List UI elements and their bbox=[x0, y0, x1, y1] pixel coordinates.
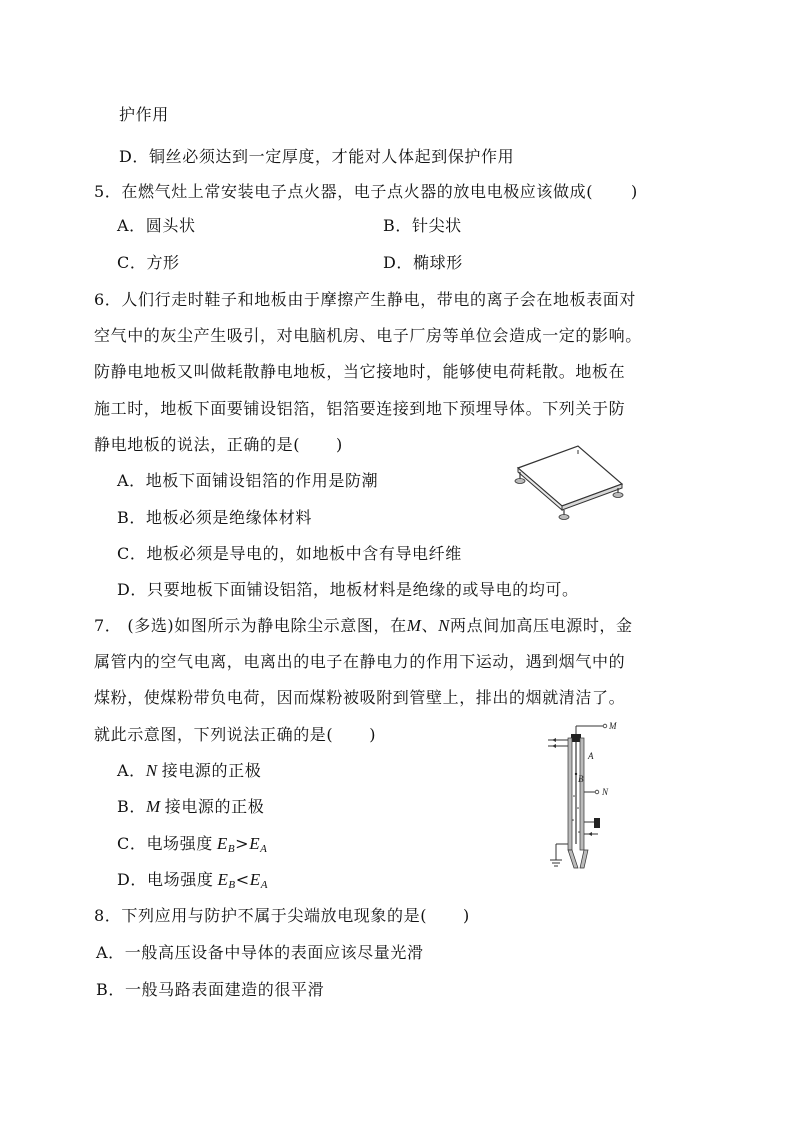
greater-than: > bbox=[235, 834, 250, 853]
option-label: A． bbox=[117, 216, 146, 235]
q6-stem-line2: 空气中的灰尘产生吸引，对电脑机房、电子厂房等单位会造成一定的影响。 bbox=[94, 326, 642, 345]
option-label: C． bbox=[117, 544, 147, 563]
q8-option-b bbox=[96, 979, 324, 1001]
electrostatic-precipitator-figure bbox=[538, 716, 628, 878]
q6-option-c bbox=[117, 543, 462, 565]
subscript-b: B bbox=[227, 843, 236, 855]
q7-option-b bbox=[117, 796, 264, 818]
option-text: 铜丝必须达到一定厚度，才能对人体起到保护作用 bbox=[149, 147, 515, 166]
point-m: M bbox=[145, 797, 161, 816]
option-text: 地板必须是绝缘体材料 bbox=[145, 508, 312, 527]
question-text: 在燃气灶上常安装电子点火器，电子点火器的放电电极应该做成( bbox=[121, 182, 594, 201]
option-text: 一般高压设备中导体的表面应该尽量光滑 bbox=[124, 943, 424, 962]
q7-option-a bbox=[117, 760, 261, 782]
question-number: 5． bbox=[94, 182, 122, 201]
option-text: 一般马路表面建造的很平滑 bbox=[124, 980, 325, 999]
option-label: C． bbox=[117, 253, 147, 272]
question-number: 6． bbox=[94, 290, 122, 309]
q4-option-d bbox=[119, 146, 514, 168]
subscript-a: A bbox=[260, 843, 268, 855]
question-text: 人们行走时鞋子和地板由于摩擦产生静电，带电的离子会在地板表面对 bbox=[121, 290, 636, 309]
option-text: 针尖状 bbox=[411, 216, 462, 235]
q6-stem-line3: 防静电地板又叫做耗散静电地板，当它接地时，能够使电荷耗散。地板在 bbox=[94, 362, 626, 381]
option-text: 地板必须是导电的，如地板中含有导电纤维 bbox=[146, 544, 462, 563]
question-number: 8． bbox=[94, 906, 122, 925]
q6-option-a bbox=[117, 470, 378, 492]
q7-option-d bbox=[117, 869, 268, 896]
question-text: 就此示意图，下列说法正确的是( bbox=[94, 725, 334, 744]
q7-stem-line4 bbox=[94, 724, 376, 746]
q7-stem-line3: 煤粉，使煤粉带负电荷，因而煤粉被吸附到管壁上，排出的烟就清洁了。 bbox=[94, 688, 626, 707]
less-than: < bbox=[235, 870, 250, 889]
option-label: C． bbox=[117, 834, 147, 853]
field-symbol-e: E bbox=[216, 834, 228, 853]
answer-paren-close: ) bbox=[463, 906, 470, 925]
label-m: M bbox=[609, 721, 617, 731]
option-text: 方形 bbox=[146, 253, 180, 272]
option-text: 电场强度 bbox=[146, 834, 213, 853]
field-symbol-e: E bbox=[249, 834, 261, 853]
option-label: B． bbox=[96, 980, 125, 999]
option-label: A． bbox=[117, 761, 146, 780]
separator: 、 bbox=[421, 616, 439, 635]
q6-option-d bbox=[117, 579, 579, 601]
q4-continued-text: 护作用 bbox=[119, 105, 169, 124]
option-label: B． bbox=[117, 797, 146, 816]
question-text: 静电地板的说法，正确的是( bbox=[94, 435, 301, 454]
option-label: D． bbox=[117, 580, 148, 599]
answer-paren-close: ) bbox=[631, 182, 638, 201]
option-text: 只要地板下面铺设铝箔，地板材料是绝缘的或导电的均可。 bbox=[147, 580, 579, 599]
q7-stem-line2: 属管内的空气电离，电离出的电子在静电力的作用下运动，遇到烟气中的 bbox=[94, 652, 626, 671]
point-n: N bbox=[438, 616, 451, 635]
option-text: 地板下面铺设铝箔的作用是防潮 bbox=[145, 471, 379, 490]
q7-stem-line1 bbox=[94, 615, 633, 637]
option-label: A． bbox=[117, 471, 146, 490]
option-label: D． bbox=[117, 870, 148, 889]
option-text: 接电源的正极 bbox=[161, 761, 262, 780]
q7-option-c bbox=[117, 833, 268, 860]
subscript-a: A bbox=[260, 879, 269, 891]
q5-option-a bbox=[117, 215, 196, 237]
option-text: 电场强度 bbox=[147, 870, 214, 889]
q5-stem bbox=[94, 181, 638, 203]
option-text: 接电源的正极 bbox=[164, 797, 265, 816]
answer-paren-close: ) bbox=[336, 435, 343, 454]
option-label: B． bbox=[117, 508, 146, 527]
point-m: M bbox=[406, 616, 422, 635]
q6-stem-line4: 施工时，地板下面要铺设铝箔，铝箔要连接到地下预埋导体。下列关于防 bbox=[94, 399, 626, 418]
q6-stem-line5 bbox=[94, 434, 343, 456]
label-b: B bbox=[578, 774, 584, 784]
point-n: N bbox=[145, 761, 158, 780]
q5-option-b bbox=[383, 215, 462, 237]
q5-option-c bbox=[117, 252, 180, 274]
option-label: B． bbox=[383, 216, 412, 235]
answer-paren-close: ) bbox=[369, 725, 377, 744]
option-text: 圆头状 bbox=[145, 216, 196, 235]
q5-option-d bbox=[383, 252, 463, 274]
label-n: N bbox=[602, 787, 609, 797]
field-symbol-e: E bbox=[217, 870, 229, 889]
q6-stem-line1 bbox=[94, 289, 636, 311]
question-text: 如图所示为静电除尘示意图，在 bbox=[174, 616, 407, 635]
label-a: A bbox=[588, 751, 594, 761]
question-text: 下列应用与防护不属于尖端放电现象的是( bbox=[121, 906, 428, 925]
multi-select-tag: (多选) bbox=[127, 616, 175, 635]
option-label: D． bbox=[119, 147, 150, 166]
q6-option-b bbox=[117, 507, 312, 529]
question-text-cont: 两点间加高压电源时，金 bbox=[450, 616, 633, 635]
subscript-b: B bbox=[228, 879, 236, 891]
q8-stem bbox=[94, 905, 470, 927]
field-symbol-e: E bbox=[249, 870, 261, 889]
antistatic-floor-figure bbox=[508, 440, 628, 522]
q8-option-a bbox=[96, 942, 424, 964]
option-label: A． bbox=[96, 943, 125, 962]
option-text: 椭球形 bbox=[413, 253, 463, 272]
option-label: D． bbox=[383, 253, 414, 272]
question-number: 7． bbox=[94, 616, 122, 635]
